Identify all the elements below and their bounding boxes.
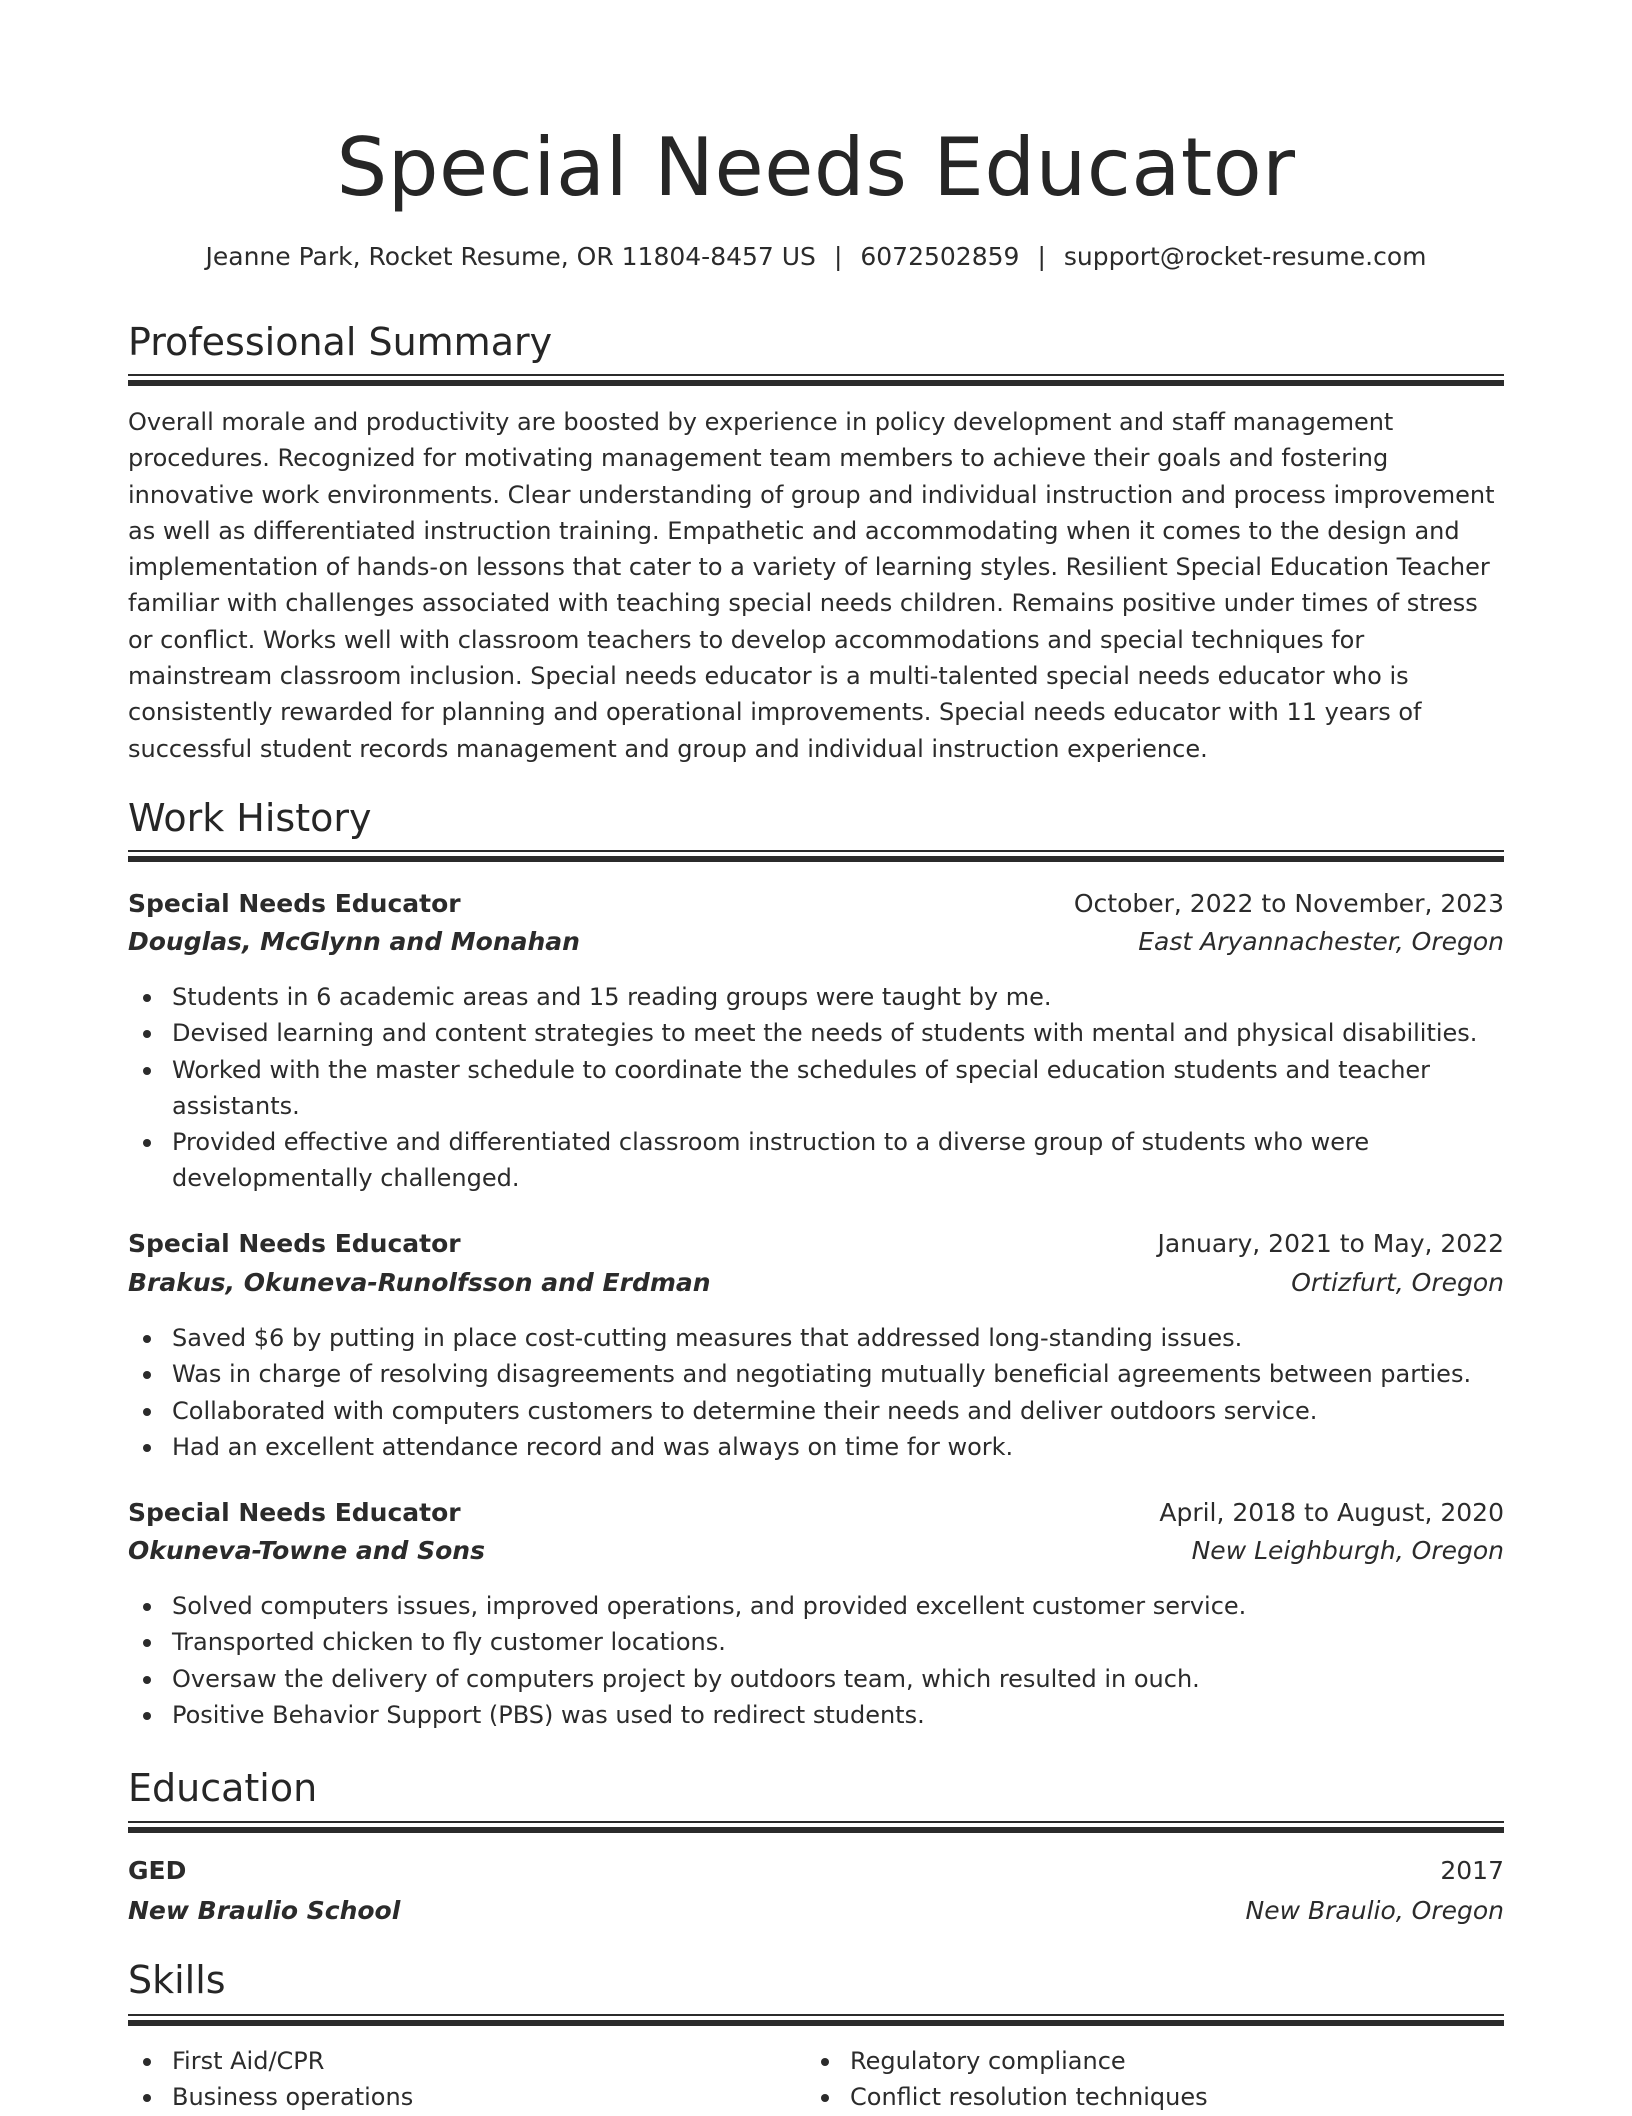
- job-header: [128, 1226, 1504, 1262]
- skills-list-left: [128, 2043, 788, 2116]
- education-divider: [128, 1821, 1504, 1833]
- job-dates: October, 2022 to November, 2023: [1073, 889, 1504, 918]
- job-employer: [128, 924, 1504, 960]
- education-header: [128, 1853, 1504, 1889]
- summary-text: Overall morale and productivity are boosted by experience in policy development and staff management procedures. Recognized for motivating management team members to achieve their goals and fostering innovative work environments. Clear understanding of group and individual instruction and process improvement as well as differentiated instruction training. Empathetic and accommodating when it comes to the design and implementation of hands-on lessons that cater to a variety of learning styles. Resilient Special Education Teacher familiar with challenges associated with teaching special needs children. Remains positive under times of stress or conflict. Works well with classroom teachers to develop accommodations and special techniques for mainstream classroom inclusion. Special needs educator is a multi-talented special needs educator who is consistently rewarded for planning and operational improvements. Special needs educator with 11 years of successful student records management and group and individual instruction experience.: [128, 408, 1495, 763]
- job-title: Special Needs Educator: [128, 1498, 461, 1527]
- list-item: Was in charge of resolving disagreements and negotiating mutually beneficial agreements between parties.: [128, 1356, 1504, 1392]
- summary-heading: Professional Summary: [128, 320, 553, 364]
- list-item: Positive Behavior Support (PBS) was used to redirect students.: [128, 1697, 1504, 1733]
- contact-phone: 6072502859: [860, 242, 1020, 271]
- skills-heading: Skills: [128, 1958, 226, 2002]
- job-bullets: [128, 1588, 1504, 1733]
- job-title: Special Needs Educator: [128, 1229, 461, 1258]
- job-title: Special Needs Educator: [128, 889, 461, 918]
- skill-item: Conflict resolution techniques: [806, 2079, 1466, 2115]
- list-item: Devised learning and content strategies to meet the needs of students with mental and physical disabilities.: [128, 1015, 1504, 1051]
- job-header: [128, 886, 1504, 922]
- job-company: Douglas, McGlynn and Monahan: [128, 927, 580, 956]
- job-employer: [128, 1265, 1504, 1301]
- job-location: Ortizfurt, Oregon: [1291, 1268, 1504, 1297]
- job-company: Brakus, Okuneva-Runolfsson and Erdman: [128, 1268, 711, 1297]
- work-history-divider: [128, 850, 1504, 862]
- list-item: Provided effective and differentiated classroom instruction to a diverse group of students who were developmentally challenged.: [128, 1124, 1504, 1197]
- job-employer: [128, 1533, 1504, 1569]
- skills-divider: [128, 2014, 1504, 2026]
- list-item: Solved computers issues, improved operations, and provided excellent customer service.: [128, 1588, 1504, 1624]
- education-degree: GED: [128, 1856, 187, 1885]
- education-heading: Education: [128, 1766, 318, 1810]
- contact-line: [128, 240, 1504, 274]
- skill-item: Business operations: [128, 2079, 788, 2115]
- education-school: New Braulio School: [128, 1896, 401, 1925]
- education-location: New Braulio, Oregon: [1245, 1896, 1504, 1925]
- job-dates: April, 2018 to August, 2020: [1159, 1498, 1504, 1527]
- job-bullets: [128, 979, 1504, 1197]
- job-dates: January, 2021 to May, 2022: [1157, 1229, 1504, 1258]
- job-company: Okuneva-Towne and Sons: [128, 1536, 485, 1565]
- resume-title: Special Needs Educator: [336, 121, 1296, 214]
- contact-separator: |: [1037, 242, 1046, 271]
- list-item: Students in 6 academic areas and 15 reading groups were taught by me.: [128, 979, 1504, 1015]
- skill-item: First Aid/CPR: [128, 2043, 788, 2079]
- skills-list-right: [806, 2043, 1466, 2116]
- list-item: Worked with the master schedule to coordinate the schedules of special education students and teacher assistants.: [128, 1052, 1504, 1125]
- education-institution: [128, 1893, 1504, 1929]
- list-item: Oversaw the delivery of computers project by outdoors team, which resulted in ouch.: [128, 1661, 1504, 1697]
- list-item: Transported chicken to fly customer locations.: [128, 1624, 1504, 1660]
- contact-separator: |: [833, 242, 843, 271]
- education-year: 2017: [1440, 1856, 1504, 1885]
- list-item: Saved $6 by putting in place cost-cutting measures that addressed long-standing issues.: [128, 1320, 1504, 1356]
- job-bullets: [128, 1320, 1504, 1465]
- job-location: New Leighburgh, Oregon: [1191, 1536, 1504, 1565]
- job-location: East Aryannachester, Oregon: [1138, 927, 1504, 956]
- work-history-heading: Work History: [128, 796, 372, 840]
- skill-item: Regulatory compliance: [806, 2043, 1466, 2079]
- list-item: Collaborated with computers customers to determine their needs and deliver outdoors service.: [128, 1393, 1504, 1429]
- summary-divider: [128, 374, 1504, 386]
- contact-email: support@rocket-resume.com: [1063, 242, 1427, 271]
- job-header: [128, 1495, 1504, 1531]
- contact-address: Jeanne Park, Rocket Resume, OR 11804-8457 US: [205, 242, 816, 271]
- list-item: Had an excellent attendance record and was always on time for work.: [128, 1429, 1504, 1465]
